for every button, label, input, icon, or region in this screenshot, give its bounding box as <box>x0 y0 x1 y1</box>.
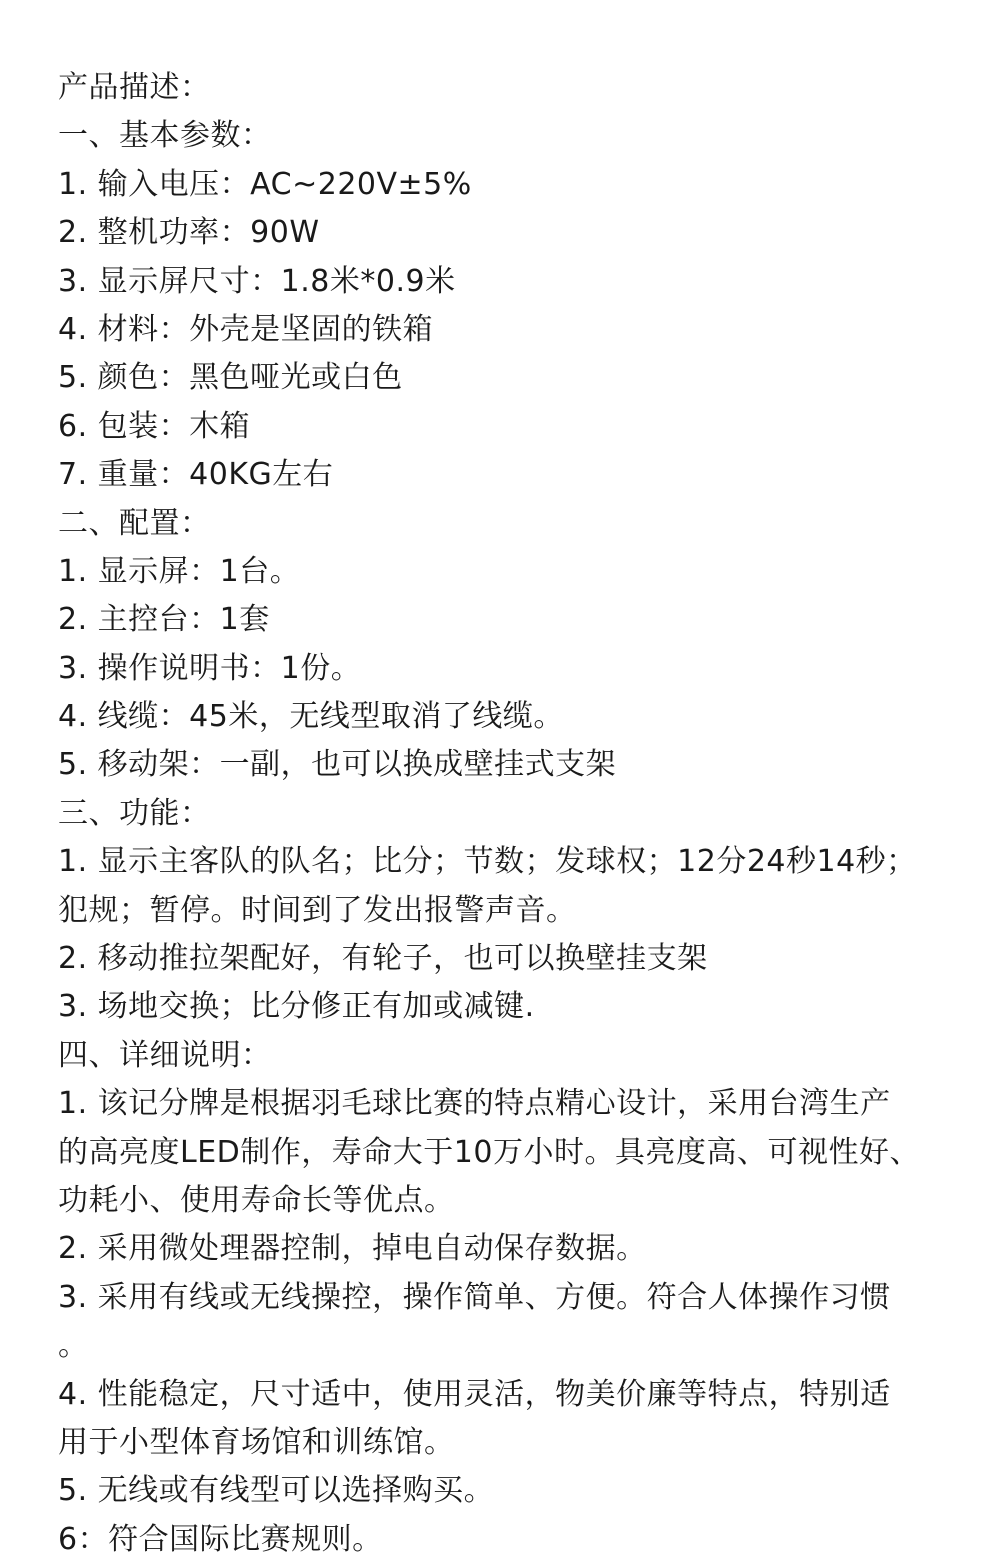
section-heading: 三、功能： <box>58 795 211 831</box>
detail-item: 4. 性能稳定，尺寸适中，使用灵活，物美价廉等特点，特别适 <box>58 1376 891 1412</box>
config-item: 5. 移动架：一副，也可以换成壁挂式支架 <box>58 747 617 783</box>
detail-item: 。 <box>58 1328 89 1364</box>
section-heading: 二、配置： <box>58 505 211 541</box>
function-item: 3. 场地交换；比分修正有加或减键. <box>58 989 535 1025</box>
detail-item: 3. 采用有线或无线操控，操作简单、方便。符合人体操作习惯 <box>58 1279 891 1315</box>
spec-item: 5. 颜色：黑色哑光或白色 <box>58 360 403 396</box>
spec-item: 2. 整机功率：90W <box>58 215 320 251</box>
spec-item: 1. 输入电压：AC~220V±5% <box>58 166 472 202</box>
function-item: 2. 移动推拉架配好，有轮子，也可以换壁挂支架 <box>58 941 708 977</box>
detail-item: 用于小型体育场馆和训练馆。 <box>58 1424 455 1460</box>
spec-item: 3. 显示屏尺寸：1.8米*0.9米 <box>58 263 456 299</box>
config-item: 4. 线缆：45米，无线型取消了线缆。 <box>58 699 564 735</box>
config-item: 3. 操作说明书：1份。 <box>58 650 362 686</box>
detail-item: 6：符合国际比赛规则。 <box>58 1521 383 1557</box>
section-heading: 四、详细说明： <box>58 1037 272 1073</box>
product-description <box>58 64 958 1564</box>
section-heading: 产品描述： <box>58 70 211 105</box>
detail-item: 的高亮度LED制作，寿命大于10万小时。具亮度高、可视性好、 <box>58 1134 920 1170</box>
section-heading: 一、基本参数： <box>58 118 272 154</box>
spec-item: 7. 重量：40KG左右 <box>58 457 334 493</box>
function-item: 1. 显示主客队的队名；比分；节数；发球权；12分24秒14秒； <box>58 844 917 880</box>
detail-item: 1. 该记分牌是根据羽毛球比赛的特点精心设计，采用台湾生产 <box>58 1086 891 1122</box>
spec-item: 6. 包装：木箱 <box>58 408 251 444</box>
config-item: 2. 主控台：1套 <box>58 602 270 638</box>
function-item: 犯规；暂停。时间到了发出报警声音。 <box>58 892 577 928</box>
detail-item: 2. 采用微处理器控制，掉电自动保存数据。 <box>58 1231 647 1267</box>
config-item: 1. 显示屏：1台。 <box>58 553 301 589</box>
detail-item: 5. 无线或有线型可以选择购买。 <box>58 1473 495 1509</box>
detail-item: 功耗小、使用寿命长等优点。 <box>58 1182 455 1218</box>
spec-item: 4. 材料：外壳是坚固的铁箱 <box>58 311 434 347</box>
